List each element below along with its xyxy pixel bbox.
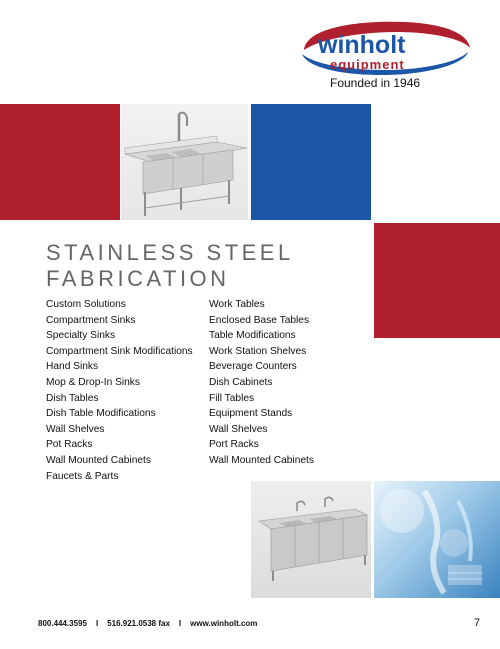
- title-line-1: STAINLESS STEEL: [46, 240, 294, 265]
- footer-separator: I: [178, 619, 182, 628]
- logo-wordmark: winholt: [318, 31, 406, 59]
- footer-website[interactable]: www.winholt.com: [190, 619, 258, 628]
- sink-cabinet-photo: [251, 481, 371, 598]
- list-item: Hand Sinks: [46, 361, 99, 373]
- tagline: Founded in 1946: [330, 76, 421, 90]
- list-item: Compartment Sinks: [46, 314, 136, 326]
- blue-block: [251, 104, 371, 220]
- section-title: [46, 240, 294, 292]
- technology-abstract-photo: [374, 481, 500, 598]
- list-item: Table Modifications: [209, 330, 296, 342]
- list-item: Work Tables: [209, 299, 265, 310]
- list-item: Specialty Sinks: [46, 330, 116, 342]
- footer-fax: 516.921.0538 fax: [107, 619, 170, 628]
- list-item: Pot Racks: [46, 439, 93, 451]
- footer-phone: 800.444.3595: [38, 619, 87, 628]
- list-item: Fill Tables: [209, 392, 255, 404]
- list-item: Dish Tables: [46, 392, 99, 404]
- compartment-sink-photo: [121, 104, 248, 220]
- list-item: Compartment Sink Modifications: [46, 345, 193, 357]
- product-list-left: [46, 297, 193, 484]
- list-item: Wall Mounted Cabinets: [46, 454, 151, 466]
- list-item: Custom Solutions: [46, 299, 126, 310]
- list-item: Dish Table Modifications: [46, 408, 156, 420]
- list-item: Mop & Drop-In Sinks: [46, 376, 140, 388]
- list-item: Wall Shelves: [46, 423, 105, 435]
- title-line-2: FABRICATION: [46, 266, 230, 291]
- list-item: Dish Cabinets: [209, 376, 273, 388]
- list-item: Wall Shelves: [209, 423, 268, 435]
- list-item: Faucets & Parts: [46, 470, 119, 482]
- list-item: Equipment Stands: [209, 408, 293, 420]
- logo-subtext: equipment: [330, 57, 405, 72]
- list-item: Wall Mounted Cabinets: [209, 454, 314, 466]
- footer-separator: I: [95, 619, 99, 628]
- red-block-right: [374, 223, 500, 338]
- list-item: Port Racks: [209, 439, 259, 451]
- list-item: Beverage Counters: [209, 361, 297, 373]
- red-block-left: [0, 104, 120, 220]
- footer-contact: [38, 619, 257, 628]
- list-item: Enclosed Base Tables: [209, 314, 310, 326]
- list-item: Work Station Shelves: [209, 345, 307, 357]
- product-list-right: [209, 297, 314, 469]
- page-number: 7: [474, 617, 481, 629]
